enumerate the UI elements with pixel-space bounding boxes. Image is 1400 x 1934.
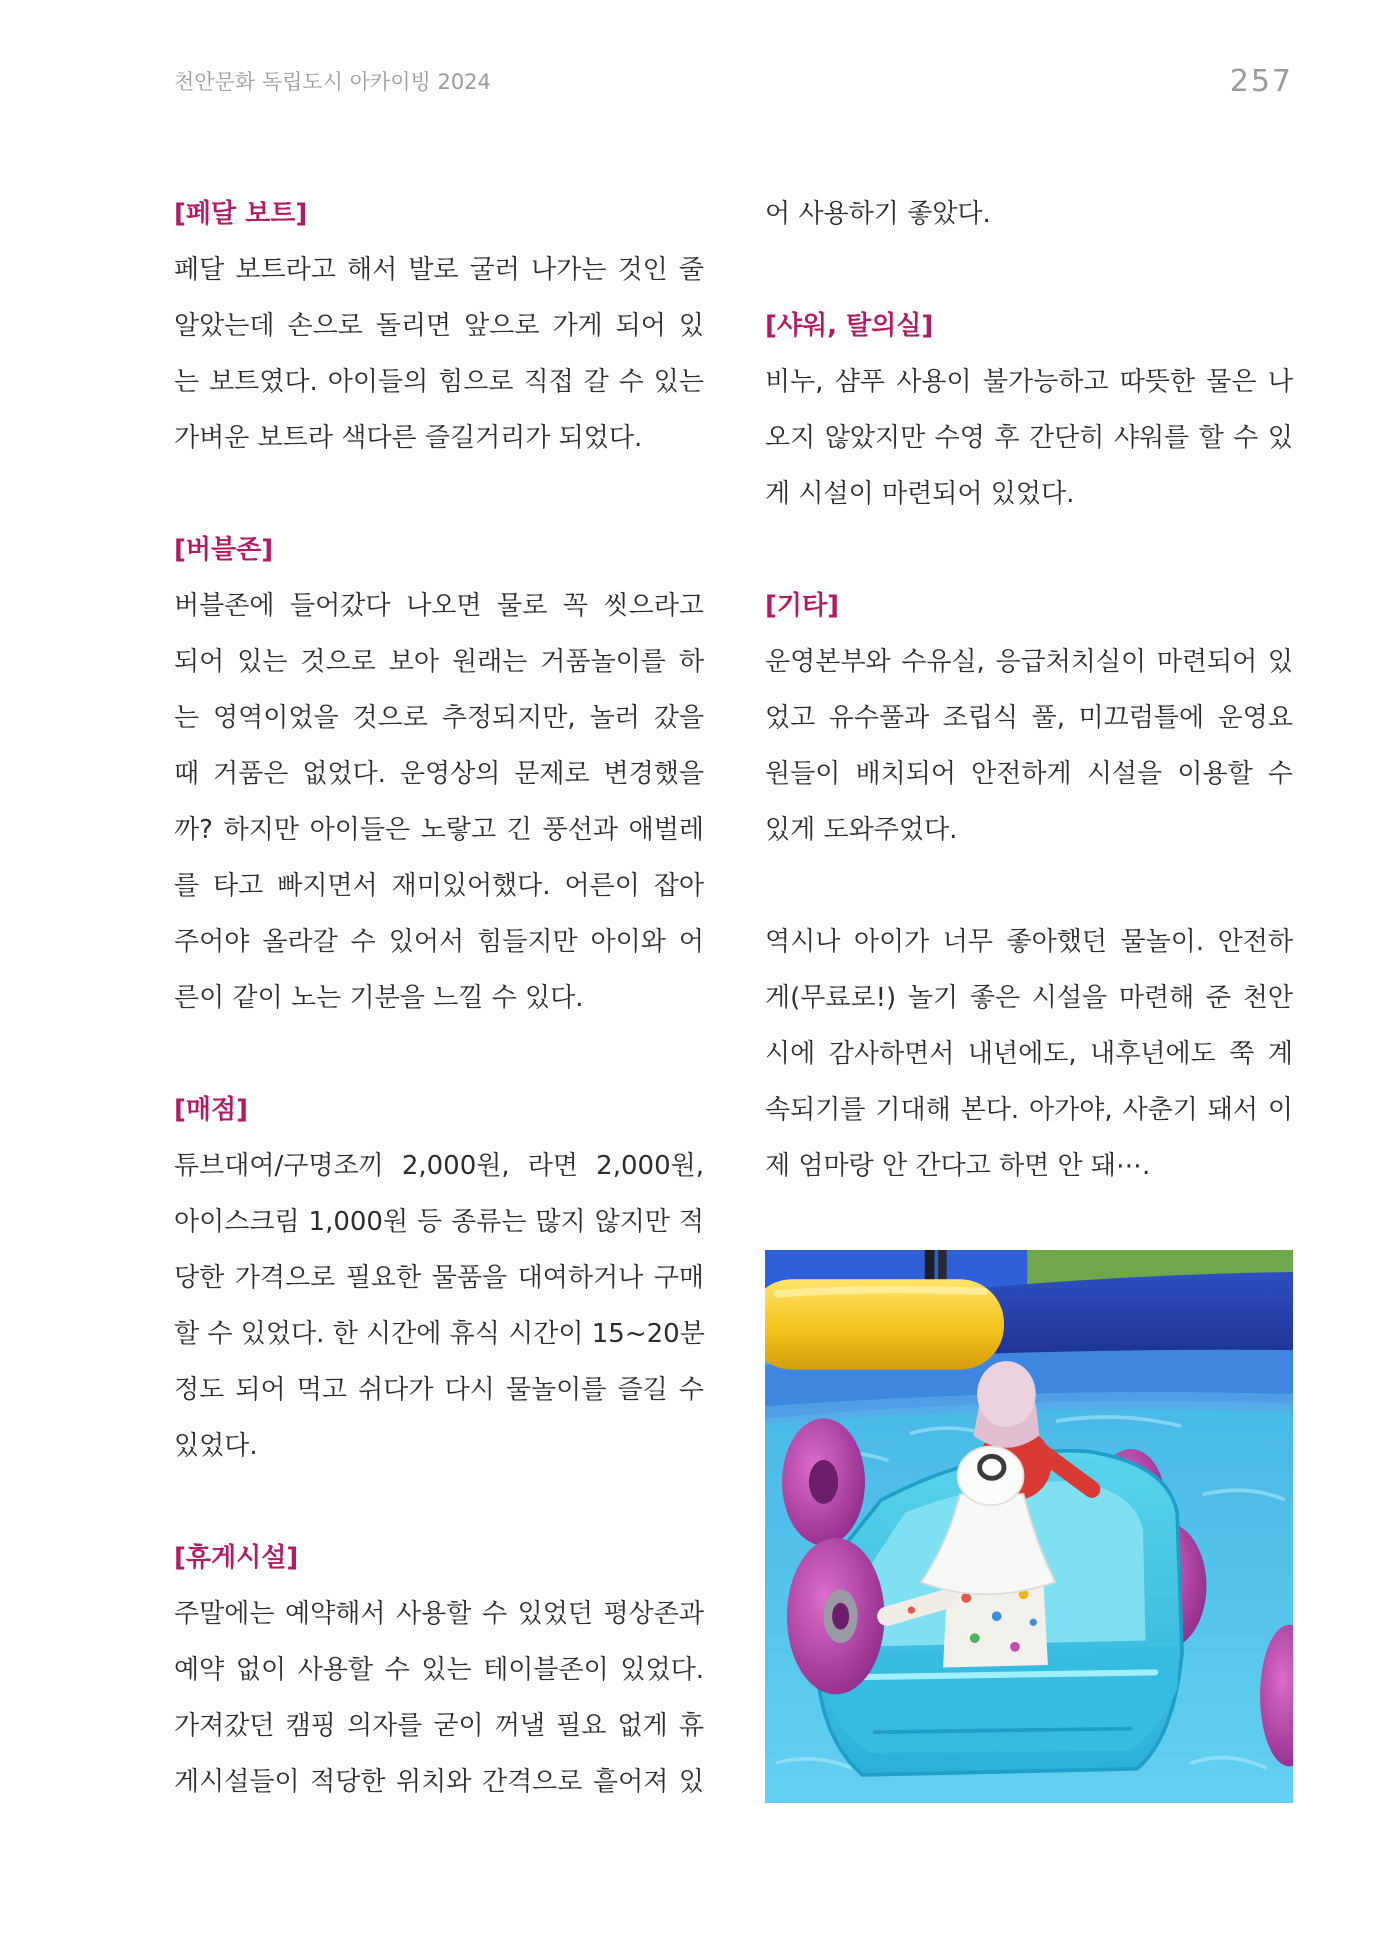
paragraph-spacer [174,1474,704,1530]
photo-illustration [765,1250,1293,1803]
body-text-line: 정도 되어 먹고 쉬다가 다시 물놀이를 즐길 수 [174,1375,704,1405]
paragraph-spacer [174,466,704,522]
body-text-line: 게시설들이 적당한 위치와 간격으로 흩어져 있 [174,1767,704,1797]
paragraph-spacer [174,1026,704,1082]
section-heading-etc: [기타] [765,591,839,621]
closing-text-line: 속되기를 기대해 본다. 아가야, 사춘기 돼서 이 [765,1095,1293,1125]
body-text-line: 를 타고 빠지면서 재미있어했다. 어른이 잡아 [174,871,704,901]
body-text-line: 알았는데 손으로 돌리면 앞으로 가게 되어 있 [174,311,704,341]
closing-text-line: 시에 감사하면서 내년에도, 내후년에도 쭉 계 [765,1039,1293,1069]
body-text-line: 페달 보트라고 해서 발로 굴러 나가는 것인 줄 [174,255,704,285]
body-text-line: 오지 않았지만 수영 후 간단히 샤워를 할 수 있 [765,423,1293,453]
body-text-line: 할 수 있었다. 한 시간에 휴식 시간이 15~20분 [174,1319,705,1349]
body-text-line: 운영본부와 수유실, 응급처치실이 마련되어 있 [765,647,1293,677]
page-number: 257 [1229,64,1293,99]
body-text-line: 당한 가격으로 필요한 물품을 대여하거나 구매 [174,1263,704,1293]
section-heading-snack-bar: [매점] [174,1095,248,1125]
photo-rear-left-wheel [787,1538,885,1694]
body-text-line: 까? 하지만 아이들은 노랗고 긴 풍선과 애벌레 [174,815,704,845]
body-text-line: 있었다. [174,1431,258,1461]
body-text-line: 었고 유수풀과 조립식 풀, 미끄럼틀에 운영요 [765,703,1293,733]
body-text-line: 비누, 샴푸 사용이 불가능하고 따뜻한 물은 나 [765,367,1293,397]
section-heading-bubble-zone: [버블존] [174,535,274,565]
left-column [174,186,704,1810]
body-text-line: 버블존에 들어갔다 나오면 물로 꼭 씻으라고 [174,591,704,621]
closing-text-line: 제 엄마랑 안 간다고 하면 안 돼⋯. [765,1151,1151,1181]
paragraph-spacer [765,242,1293,298]
body-text-line: 아이스크림 1,000원 등 종류는 많지 않지만 적 [174,1207,704,1237]
body-text-line: 때 거품은 없었다. 운영상의 문제로 변경했을 [174,759,704,789]
section-heading-shower-changing-room: [샤워, 탈의실] [765,311,934,341]
body-text-line: 가벼운 보트라 색다른 즐길거리가 되었다. [174,423,643,453]
body-text-line: 가져갔던 캠핑 의자를 굳이 꺼낼 필요 없게 휴 [174,1711,704,1741]
paragraph-spacer [765,858,1293,914]
running-header-title: 천안문화 독립도시 아카이빙 2024 [174,70,491,94]
body-text-line: 주말에는 예약해서 사용할 수 있었던 평상존과 [174,1599,704,1629]
section-heading-pedal-boat: [페달 보트] [174,199,308,229]
section-heading-rest-facilities: [휴게시설] [174,1543,299,1573]
body-text-line: 게 시설이 마련되어 있었다. [765,479,1075,509]
closing-text-line: 역시나 아이가 너무 좋아했던 물놀이. 안전하 [765,927,1293,957]
body-text-line: 예약 없이 사용할 수 있는 테이블존이 있었다. [174,1655,704,1685]
body-text-line: 주어야 올라갈 수 있어서 힘들지만 아이와 어 [174,927,704,957]
photo-pedal-boat-pool [765,1250,1293,1803]
body-text-line: 원들이 배치되어 안전하게 시설을 이용할 수 [765,759,1293,789]
body-text-line: 는 영역이었을 것으로 추정되지만, 놀러 갔을 [174,703,704,733]
paragraph-spacer [765,522,1293,578]
body-text-line: 는 보트였다. 아이들의 힘으로 직접 갈 수 있는 [174,367,704,397]
body-text-line: 되어 있는 것으로 보아 원래는 거품놀이를 하 [174,647,704,677]
closing-text-line: 게(무료로!) 놀기 좋은 시설을 마련해 준 천안 [765,983,1293,1013]
right-column [765,186,1293,1194]
body-text-line: 있게 도와주었다. [765,815,958,845]
body-text-line-continued: 어 사용하기 좋았다. [765,199,991,229]
body-text-line: 른이 같이 노는 기분을 느낄 수 있다. [174,983,584,1013]
body-text-line: 튜브대여/구명조끼 2,000원, 라면 2,000원, [174,1151,704,1181]
